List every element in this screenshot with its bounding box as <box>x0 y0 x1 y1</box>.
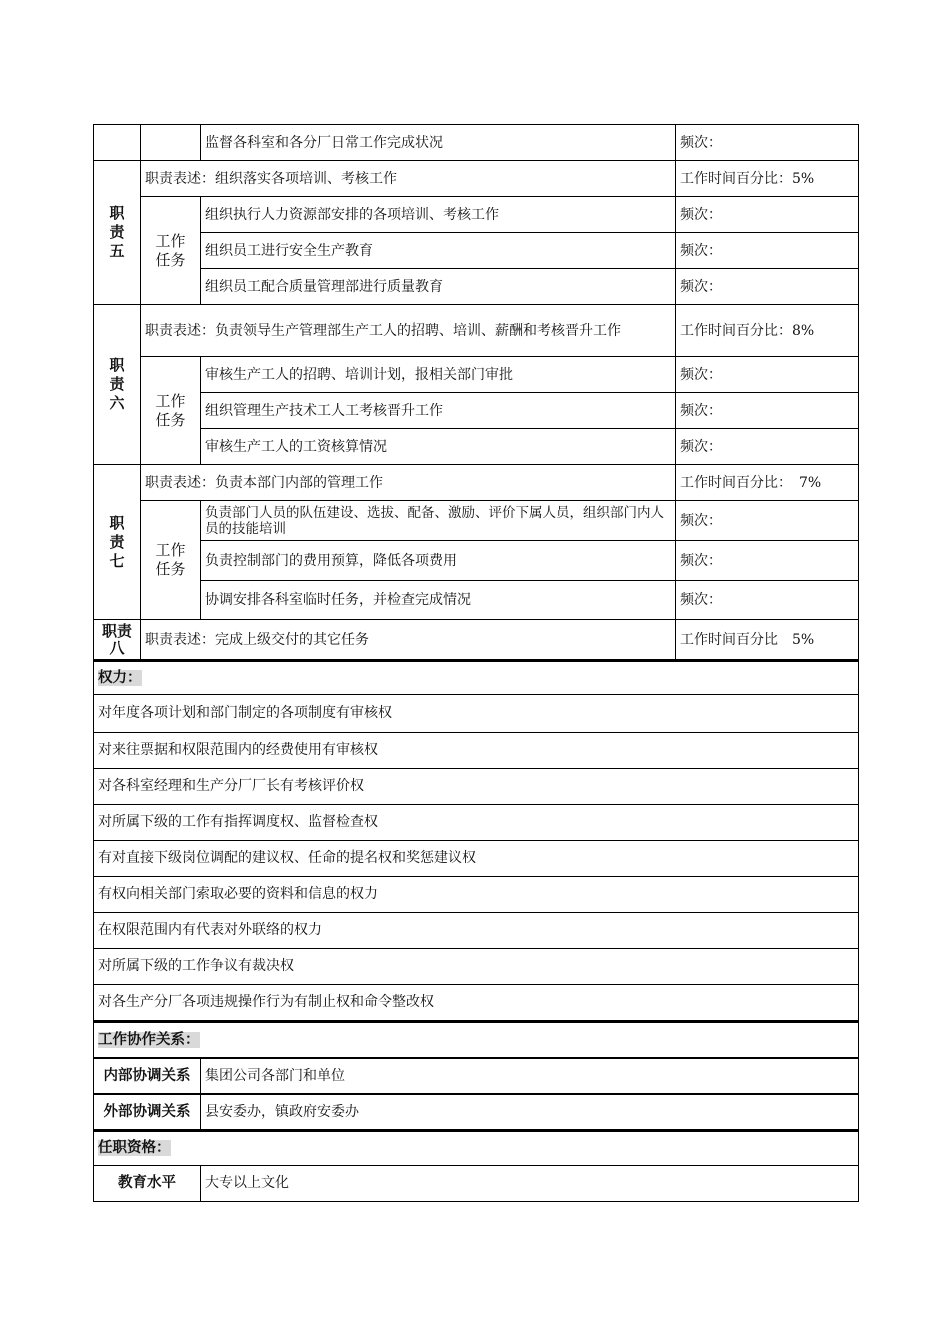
task-text: 组织管理生产技术工人工考核晋升工作 <box>201 393 676 429</box>
external-relation-row <box>94 1094 859 1130</box>
education-value: 大专以上文化 <box>201 1165 859 1201</box>
duty4-tail-row <box>94 125 859 161</box>
duty7-statement: 职责表述：负责本部门内部的管理工作 <box>141 465 676 501</box>
duty8-percent: 工作时间百分比 5% <box>676 620 859 660</box>
duty6-task-row <box>94 429 859 465</box>
duty5-label: 职责五 <box>94 161 141 305</box>
task-text: 组织执行人力资源部安排的各项培训、考核工作 <box>201 197 676 233</box>
authority-item-text: 有权向相关部门索取必要的资料和信息的权力 <box>94 876 859 912</box>
internal-relation-row <box>94 1058 859 1094</box>
task-frequency: 频次： <box>676 197 859 233</box>
authority-item-text: 在权限范围内有代表对外联络的权力 <box>94 912 859 948</box>
authority-item-text: 对年度各项计划和部门制定的各项制度有审核权 <box>94 694 859 732</box>
job-description-sheet <box>93 124 858 1202</box>
authority-item-text: 对所属下级的工作争议有裁决权 <box>94 948 859 984</box>
duty5-task-label: 工作任务 <box>141 197 201 305</box>
authority-item <box>94 804 859 840</box>
task-text: 协调安排各科室临时任务，并检查完成情况 <box>201 581 676 620</box>
duty8-statement: 职责表述：完成上级交付的其它任务 <box>141 620 676 660</box>
duty6-task-row <box>94 357 859 393</box>
authority-item <box>94 912 859 948</box>
task-frequency: 频次： <box>676 233 859 269</box>
cooperation-table <box>93 1021 859 1131</box>
authority-header-row <box>94 661 859 694</box>
authority-item-text: 对各科室经理和生产分厂厂长有考核评价权 <box>94 768 859 804</box>
authority-item <box>94 694 859 732</box>
task-frequency: 频次： <box>676 125 859 161</box>
authority-item-text: 有对直接下级岗位调配的建议权、任命的提名权和奖惩建议权 <box>94 840 859 876</box>
authority-table <box>93 660 859 1021</box>
external-relation-label: 外部协调关系 <box>94 1094 201 1130</box>
duty5-statement-row <box>94 161 859 197</box>
qualification-header-row <box>94 1131 859 1165</box>
duty7-task-label: 工作任务 <box>141 501 201 620</box>
authority-item <box>94 768 859 804</box>
task-text: 组织员工配合质量管理部进行质量教育 <box>201 269 676 305</box>
duty7-task-row <box>94 501 859 541</box>
duty-label-cell <box>94 125 141 161</box>
duty7-task-row <box>94 581 859 620</box>
duties-table <box>93 124 859 660</box>
authority-item-text: 对各生产分厂各项违规操作行为有制止权和命令整改权 <box>94 984 859 1020</box>
cooperation-header-row <box>94 1022 859 1058</box>
authority-item <box>94 840 859 876</box>
task-text: 审核生产工人的工资核算情况 <box>201 429 676 465</box>
duty6-statement-row <box>94 305 859 357</box>
authority-item <box>94 984 859 1020</box>
task-text: 监督各科室和各分厂日常工作完成状况 <box>201 125 676 161</box>
duty7-task-row <box>94 541 859 581</box>
task-frequency: 频次： <box>676 541 859 581</box>
task-text: 负责控制部门的费用预算，降低各项费用 <box>201 541 676 581</box>
authority-item-text: 对所属下级的工作有指挥调度权、监督检查权 <box>94 804 859 840</box>
duty7-label: 职责七 <box>94 465 141 620</box>
duty8-label: 职责八 <box>94 620 141 660</box>
task-frequency: 频次： <box>676 357 859 393</box>
internal-relation-value: 集团公司各部门和单位 <box>201 1058 859 1094</box>
duty6-task-label: 工作任务 <box>141 357 201 465</box>
task-text: 负责部门人员的队伍建设、选拔、配备、激励、评价下属人员，组织部门内人员的技能培训 <box>201 501 676 541</box>
duty6-percent: 工作时间百分比：8% <box>676 305 859 357</box>
authority-title: 权力： <box>94 661 859 694</box>
cooperation-title: 工作协作关系： <box>94 1022 859 1058</box>
duty6-statement: 职责表述：负责领导生产管理部生产工人的招聘、培训、薪酬和考核晋升工作 <box>141 305 676 357</box>
authority-item <box>94 876 859 912</box>
duty5-percent: 工作时间百分比：5% <box>676 161 859 197</box>
authority-item <box>94 732 859 768</box>
authority-item-text: 对来往票据和权限范围内的经费使用有审核权 <box>94 732 859 768</box>
qualification-title: 任职资格： <box>94 1131 859 1165</box>
task-frequency: 频次： <box>676 393 859 429</box>
internal-relation-label: 内部协调关系 <box>94 1058 201 1094</box>
education-row <box>94 1165 859 1201</box>
duty5-task-row <box>94 197 859 233</box>
authority-item <box>94 948 859 984</box>
duty5-statement: 职责表述：组织落实各项培训、考核工作 <box>141 161 676 197</box>
duty6-task-row <box>94 393 859 429</box>
duty7-statement-row <box>94 465 859 501</box>
task-frequency: 频次： <box>676 429 859 465</box>
duty5-task-row <box>94 233 859 269</box>
task-label-cell <box>141 125 201 161</box>
task-frequency: 频次： <box>676 269 859 305</box>
task-text: 组织员工进行安全生产教育 <box>201 233 676 269</box>
duty5-task-row <box>94 269 859 305</box>
task-frequency: 频次： <box>676 581 859 620</box>
duty8-row <box>94 620 859 660</box>
qualification-table <box>93 1130 859 1202</box>
task-text: 审核生产工人的招聘、培训计划，报相关部门审批 <box>201 357 676 393</box>
education-label: 教育水平 <box>94 1165 201 1201</box>
task-frequency: 频次： <box>676 501 859 541</box>
duty7-percent: 工作时间百分比： 7% <box>676 465 859 501</box>
external-relation-value: 县安委办，镇政府安委办 <box>201 1094 859 1130</box>
duty6-label: 职责六 <box>94 305 141 465</box>
